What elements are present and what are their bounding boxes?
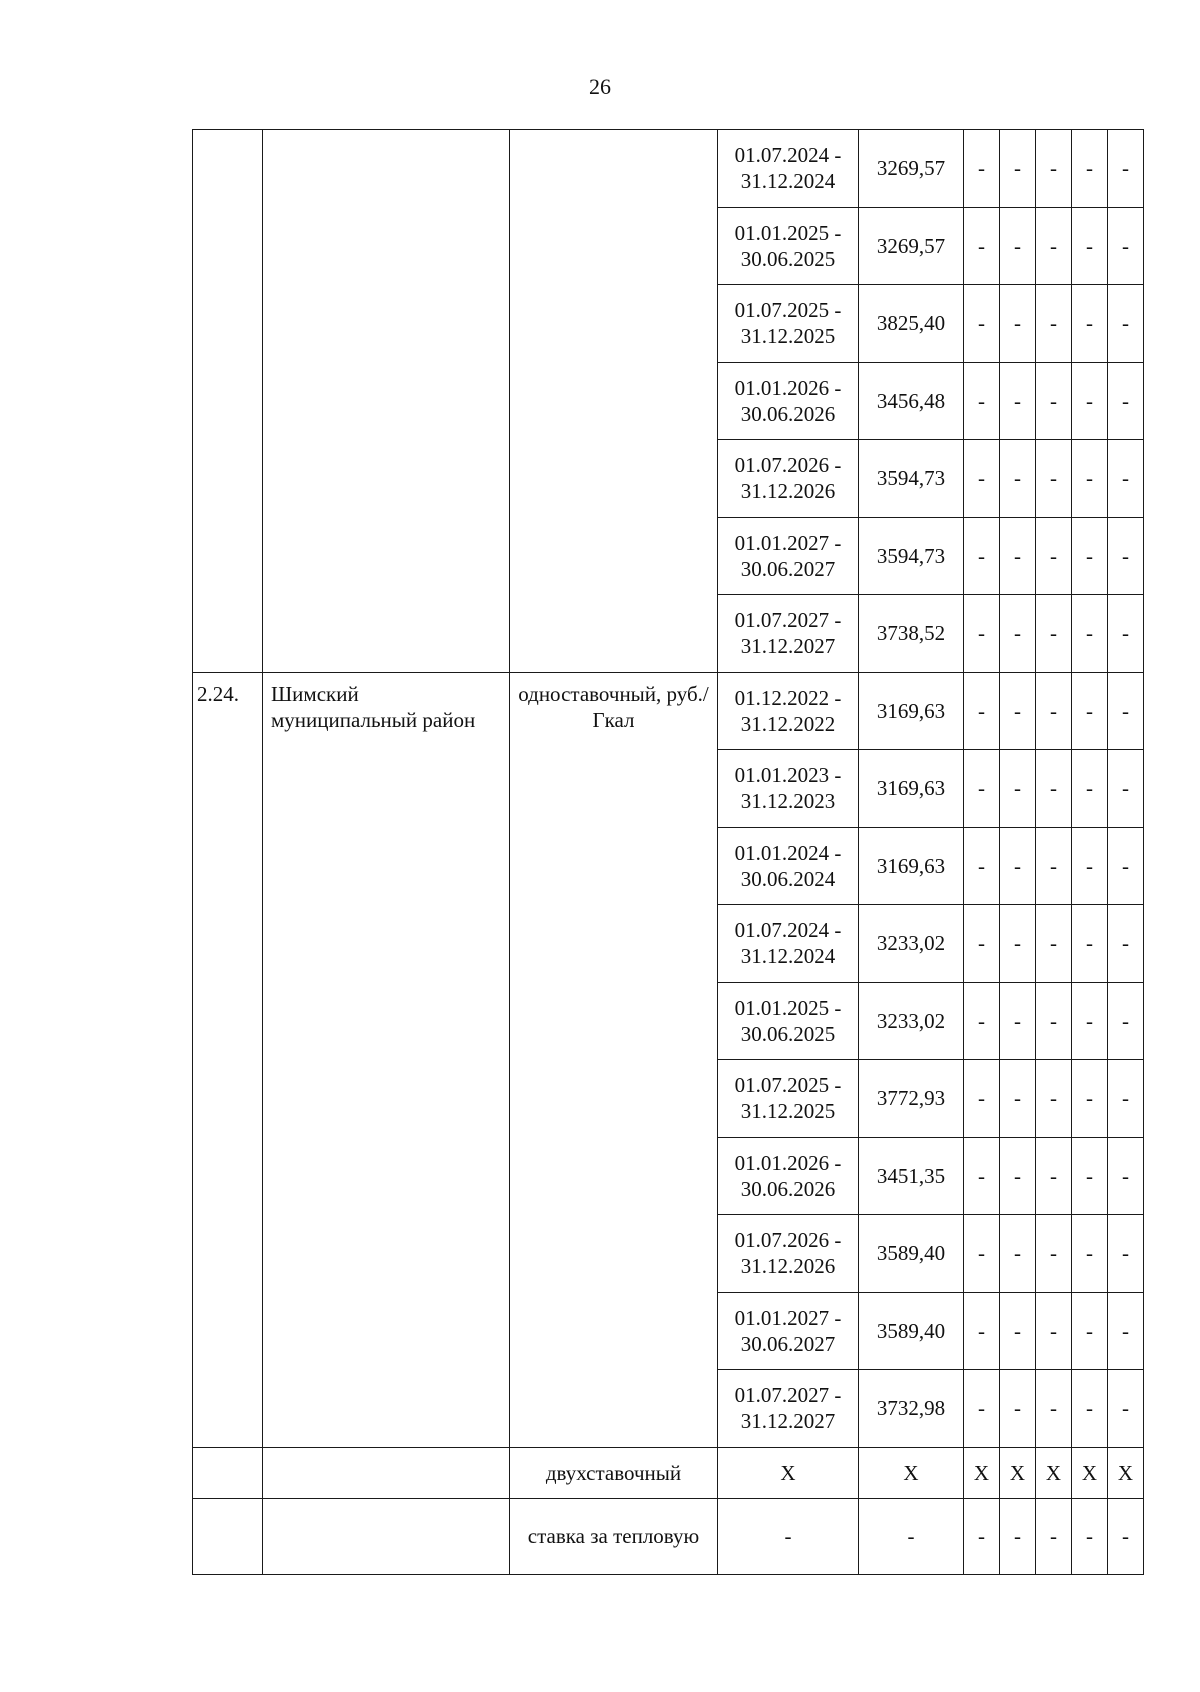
period-start: 01.07.2027 - xyxy=(734,608,842,633)
period-start: 01.07.2024 - xyxy=(734,143,842,168)
table-row xyxy=(193,1447,1144,1498)
period-start: 01.07.2026 - xyxy=(734,453,842,478)
period-end: 31.12.2027 xyxy=(740,634,836,659)
extra-cell: - xyxy=(1000,905,1036,983)
extra-cell: Х xyxy=(1036,1447,1072,1498)
extra-cell: Х xyxy=(1000,1447,1036,1498)
row-number-cell xyxy=(193,1498,263,1574)
extra-cell: - xyxy=(1000,362,1036,440)
period-start: 01.01.2026 - xyxy=(734,1150,842,1175)
extra-cell: - xyxy=(1072,905,1108,983)
extra-cell: - xyxy=(1036,672,1072,750)
period-cell xyxy=(718,362,859,440)
extra-cell: - xyxy=(1036,595,1072,673)
tariff-value: 3169,63 xyxy=(859,672,964,750)
tariff-table xyxy=(192,129,1144,1575)
period-end: 30.06.2024 xyxy=(740,866,836,891)
period-end: 31.12.2025 xyxy=(740,324,836,349)
period-cell xyxy=(718,517,859,595)
extra-cell: - xyxy=(964,517,1000,595)
extra-cell: - xyxy=(1108,982,1144,1060)
extra-cell: - xyxy=(1108,130,1144,208)
extra-cell: - xyxy=(1072,1060,1108,1138)
extra-cell: Х xyxy=(964,1447,1000,1498)
tariff-value: 3594,73 xyxy=(859,440,964,518)
extra-cell: - xyxy=(1108,285,1144,363)
tariff-type-cell: двухставочный xyxy=(510,1447,718,1498)
period-cell xyxy=(718,130,859,208)
extra-cell: - xyxy=(1072,1215,1108,1293)
extra-cell: - xyxy=(1036,1215,1072,1293)
tariff-value: 3169,63 xyxy=(859,827,964,905)
extra-cell: - xyxy=(1000,440,1036,518)
period-cell xyxy=(718,672,859,750)
period-end: 31.12.2026 xyxy=(740,479,836,504)
extra-cell: - xyxy=(1108,1498,1144,1574)
extra-cell: - xyxy=(1036,130,1072,208)
table-row xyxy=(193,1498,1144,1574)
extra-cell: - xyxy=(964,595,1000,673)
extra-cell: - xyxy=(1072,130,1108,208)
period-end: 31.12.2024 xyxy=(740,169,836,194)
period-cell: - xyxy=(718,1498,859,1574)
tariff-value: - xyxy=(859,1498,964,1574)
extra-cell: - xyxy=(1072,595,1108,673)
period-cell xyxy=(718,1292,859,1370)
tariff-value: 3233,02 xyxy=(859,982,964,1060)
extra-cell: - xyxy=(1108,207,1144,285)
extra-cell: - xyxy=(1108,672,1144,750)
row-number-cell: 2.24. xyxy=(193,672,263,1447)
period-cell xyxy=(718,905,859,983)
extra-cell: - xyxy=(1036,1292,1072,1370)
period-end: 30.06.2025 xyxy=(740,1021,836,1046)
extra-cell: - xyxy=(964,1215,1000,1293)
period-cell xyxy=(718,207,859,285)
extra-cell: - xyxy=(1072,517,1108,595)
tariff-value: 3738,52 xyxy=(859,595,964,673)
extra-cell: - xyxy=(1108,750,1144,828)
period-cell xyxy=(718,1137,859,1215)
period-end: 31.12.2025 xyxy=(740,1099,836,1124)
extra-cell: - xyxy=(964,827,1000,905)
tariff-value: 3233,02 xyxy=(859,905,964,983)
period-start: 01.12.2022 - xyxy=(734,685,842,710)
extra-cell: - xyxy=(1036,1370,1072,1448)
extra-cell: - xyxy=(1000,1215,1036,1293)
extra-cell: - xyxy=(1072,750,1108,828)
tariff-value: 3269,57 xyxy=(859,130,964,208)
table-row xyxy=(193,672,1144,750)
extra-cell: - xyxy=(1072,1292,1108,1370)
period-start: 01.01.2025 - xyxy=(734,995,842,1020)
period-cell xyxy=(718,595,859,673)
extra-cell: - xyxy=(1108,517,1144,595)
extra-cell: - xyxy=(1108,362,1144,440)
extra-cell: - xyxy=(1000,1137,1036,1215)
extra-cell: - xyxy=(1000,130,1036,208)
extra-cell: - xyxy=(1036,1137,1072,1215)
district-name-cell xyxy=(263,1447,510,1498)
period-cell xyxy=(718,750,859,828)
extra-cell: - xyxy=(1000,285,1036,363)
tariff-value: 3451,35 xyxy=(859,1137,964,1215)
tariff-type-cell: ставка за тепловую xyxy=(510,1498,718,1574)
extra-cell: - xyxy=(1036,1498,1072,1574)
tariff-type-cell: одноставочный, руб./Гкал xyxy=(510,672,718,1447)
extra-cell: - xyxy=(1108,1060,1144,1138)
extra-cell: - xyxy=(1108,1292,1144,1370)
period-end: 30.06.2026 xyxy=(740,1176,836,1201)
district-name-cell xyxy=(263,1498,510,1574)
extra-cell: - xyxy=(1072,1137,1108,1215)
extra-cell: - xyxy=(1000,1060,1036,1138)
period-end: 31.12.2024 xyxy=(740,944,836,969)
extra-cell: - xyxy=(1036,285,1072,363)
extra-cell: - xyxy=(1072,1498,1108,1574)
extra-cell: - xyxy=(964,750,1000,828)
period-start: 01.07.2027 - xyxy=(734,1383,842,1408)
extra-cell: - xyxy=(1072,207,1108,285)
extra-cell: - xyxy=(964,1060,1000,1138)
tariff-value: 3732,98 xyxy=(859,1370,964,1448)
period-start: 01.01.2023 - xyxy=(734,763,842,788)
extra-cell: - xyxy=(1000,982,1036,1060)
period-cell: Х xyxy=(718,1447,859,1498)
period-start: 01.01.2025 - xyxy=(734,220,842,245)
extra-cell: - xyxy=(1036,750,1072,828)
period-cell xyxy=(718,285,859,363)
extra-cell: - xyxy=(1000,827,1036,905)
extra-cell: - xyxy=(1036,827,1072,905)
period-end: 31.12.2027 xyxy=(740,1409,836,1434)
extra-cell: - xyxy=(1036,440,1072,518)
extra-cell: - xyxy=(1108,1137,1144,1215)
period-end: 30.06.2027 xyxy=(740,1331,836,1356)
period-start: 01.01.2026 - xyxy=(734,375,842,400)
extra-cell: Х xyxy=(1108,1447,1144,1498)
extra-cell: - xyxy=(1000,1498,1036,1574)
period-cell xyxy=(718,1370,859,1448)
extra-cell: - xyxy=(1000,1370,1036,1448)
district-name-cell xyxy=(263,130,510,673)
tariff-value: 3589,40 xyxy=(859,1292,964,1370)
period-cell xyxy=(718,982,859,1060)
extra-cell: - xyxy=(964,1370,1000,1448)
extra-cell: - xyxy=(1108,827,1144,905)
extra-cell: - xyxy=(1108,1215,1144,1293)
tariff-value: 3589,40 xyxy=(859,1215,964,1293)
period-start: 01.01.2027 - xyxy=(734,530,842,555)
extra-cell: - xyxy=(1000,672,1036,750)
table-row xyxy=(193,130,1144,208)
row-number-cell xyxy=(193,130,263,673)
tariff-value: 3169,63 xyxy=(859,750,964,828)
tariff-value: 3456,48 xyxy=(859,362,964,440)
period-end: 30.06.2025 xyxy=(740,246,836,271)
extra-cell: - xyxy=(1000,517,1036,595)
extra-cell: - xyxy=(964,362,1000,440)
extra-cell: - xyxy=(964,982,1000,1060)
extra-cell: - xyxy=(1108,905,1144,983)
extra-cell: - xyxy=(1072,982,1108,1060)
tariff-type-cell xyxy=(510,130,718,673)
extra-cell: - xyxy=(1108,1370,1144,1448)
extra-cell: - xyxy=(1036,362,1072,440)
period-start: 01.01.2024 - xyxy=(734,840,842,865)
tariff-value: 3269,57 xyxy=(859,207,964,285)
extra-cell: - xyxy=(1072,285,1108,363)
extra-cell: - xyxy=(1072,362,1108,440)
tariff-value: 3594,73 xyxy=(859,517,964,595)
row-number-cell xyxy=(193,1447,263,1498)
extra-cell: - xyxy=(1036,517,1072,595)
period-cell xyxy=(718,440,859,518)
extra-cell: - xyxy=(1036,905,1072,983)
extra-cell: - xyxy=(964,1292,1000,1370)
extra-cell: - xyxy=(1072,1370,1108,1448)
table-body xyxy=(193,130,1144,1575)
extra-cell: - xyxy=(1072,440,1108,518)
extra-cell: - xyxy=(964,672,1000,750)
period-start: 01.07.2024 - xyxy=(734,918,842,943)
period-end: 31.12.2023 xyxy=(740,789,836,814)
extra-cell: - xyxy=(1108,440,1144,518)
extra-cell: - xyxy=(1000,750,1036,828)
extra-cell: - xyxy=(1108,595,1144,673)
period-start: 01.07.2025 - xyxy=(734,1073,842,1098)
extra-cell: - xyxy=(1036,982,1072,1060)
period-end: 31.12.2022 xyxy=(740,711,836,736)
period-cell xyxy=(718,1060,859,1138)
extra-cell: - xyxy=(964,1498,1000,1574)
tariff-value: Х xyxy=(859,1447,964,1498)
extra-cell: - xyxy=(964,1137,1000,1215)
extra-cell: - xyxy=(1000,595,1036,673)
period-cell xyxy=(718,827,859,905)
period-cell xyxy=(718,1215,859,1293)
period-start: 01.01.2027 - xyxy=(734,1305,842,1330)
period-start: 01.07.2026 - xyxy=(734,1228,842,1253)
extra-cell: - xyxy=(1072,827,1108,905)
extra-cell: - xyxy=(964,905,1000,983)
period-end: 30.06.2027 xyxy=(740,556,836,581)
extra-cell: - xyxy=(1000,207,1036,285)
extra-cell: - xyxy=(964,207,1000,285)
extra-cell: - xyxy=(1036,1060,1072,1138)
period-end: 31.12.2026 xyxy=(740,1254,836,1279)
page-number: 26 xyxy=(589,74,611,99)
extra-cell: - xyxy=(964,285,1000,363)
extra-cell: - xyxy=(964,130,1000,208)
period-start: 01.07.2025 - xyxy=(734,298,842,323)
extra-cell: - xyxy=(1036,207,1072,285)
tariff-value: 3772,93 xyxy=(859,1060,964,1138)
tariff-value: 3825,40 xyxy=(859,285,964,363)
extra-cell: - xyxy=(1000,1292,1036,1370)
period-end: 30.06.2026 xyxy=(740,401,836,426)
extra-cell: - xyxy=(964,440,1000,518)
extra-cell: Х xyxy=(1072,1447,1108,1498)
district-name-cell: Шимский муниципальный район xyxy=(263,672,510,1447)
extra-cell: - xyxy=(1072,672,1108,750)
